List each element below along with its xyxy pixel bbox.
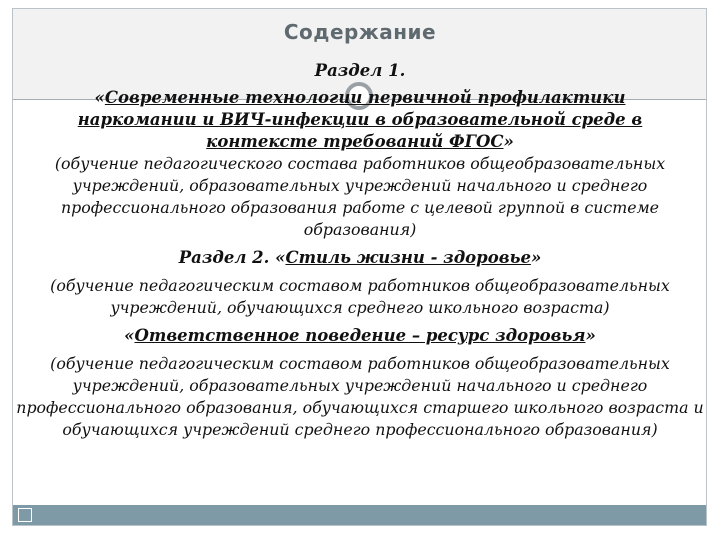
footer-square-icon xyxy=(18,508,32,522)
section-1-heading: Раздел 1. xyxy=(314,61,406,80)
section-3-description: (обучение педагогическим составом работников общеобразовательных учреждений, образовательных учреждений начального и среднего профессионального образования, обучающихся старшего школьного возраста и обучающихся учреждений среднего профессионального образования) xyxy=(16,354,704,439)
slide-title: Содержание xyxy=(283,20,437,44)
section-3-program-title: Ответственное поведение – ресурс здоровья xyxy=(134,326,586,345)
quote-open: « xyxy=(124,326,135,345)
quote-close: » xyxy=(503,132,514,151)
quote-close: » xyxy=(585,326,596,345)
section-2-description: (обучение педагогическим составом работников общеобразовательных учреждений, обучающихся среднего школьного возраста) xyxy=(50,276,670,317)
footer-band xyxy=(13,505,706,525)
slide-content xyxy=(16,14,704,447)
section-1-description: (обучение педагогического состава работников общеобразовательных учреждений, образовательных учреждений начального и среднего профессионального образования работе с целевой группой в системе образования) xyxy=(54,154,666,239)
section-1-program-title xyxy=(36,87,684,153)
section-1 xyxy=(16,60,704,241)
section-3-heading-row xyxy=(16,325,704,347)
quote-open: « xyxy=(275,248,286,267)
section-2-heading-row xyxy=(16,247,704,269)
quote-open: « xyxy=(94,88,105,107)
section-2-program-title: Стиль жизни - здоровье xyxy=(285,248,531,267)
section-1-program-title-text: Современные технологии первичной профилактики наркомании и ВИЧ-инфекции в образовательной среде в контексте требований ФГОС xyxy=(77,88,643,151)
section-2 xyxy=(16,247,704,319)
section-3 xyxy=(16,325,704,441)
section-2-heading: Раздел 2. xyxy=(178,248,270,267)
quote-close: » xyxy=(530,248,542,267)
